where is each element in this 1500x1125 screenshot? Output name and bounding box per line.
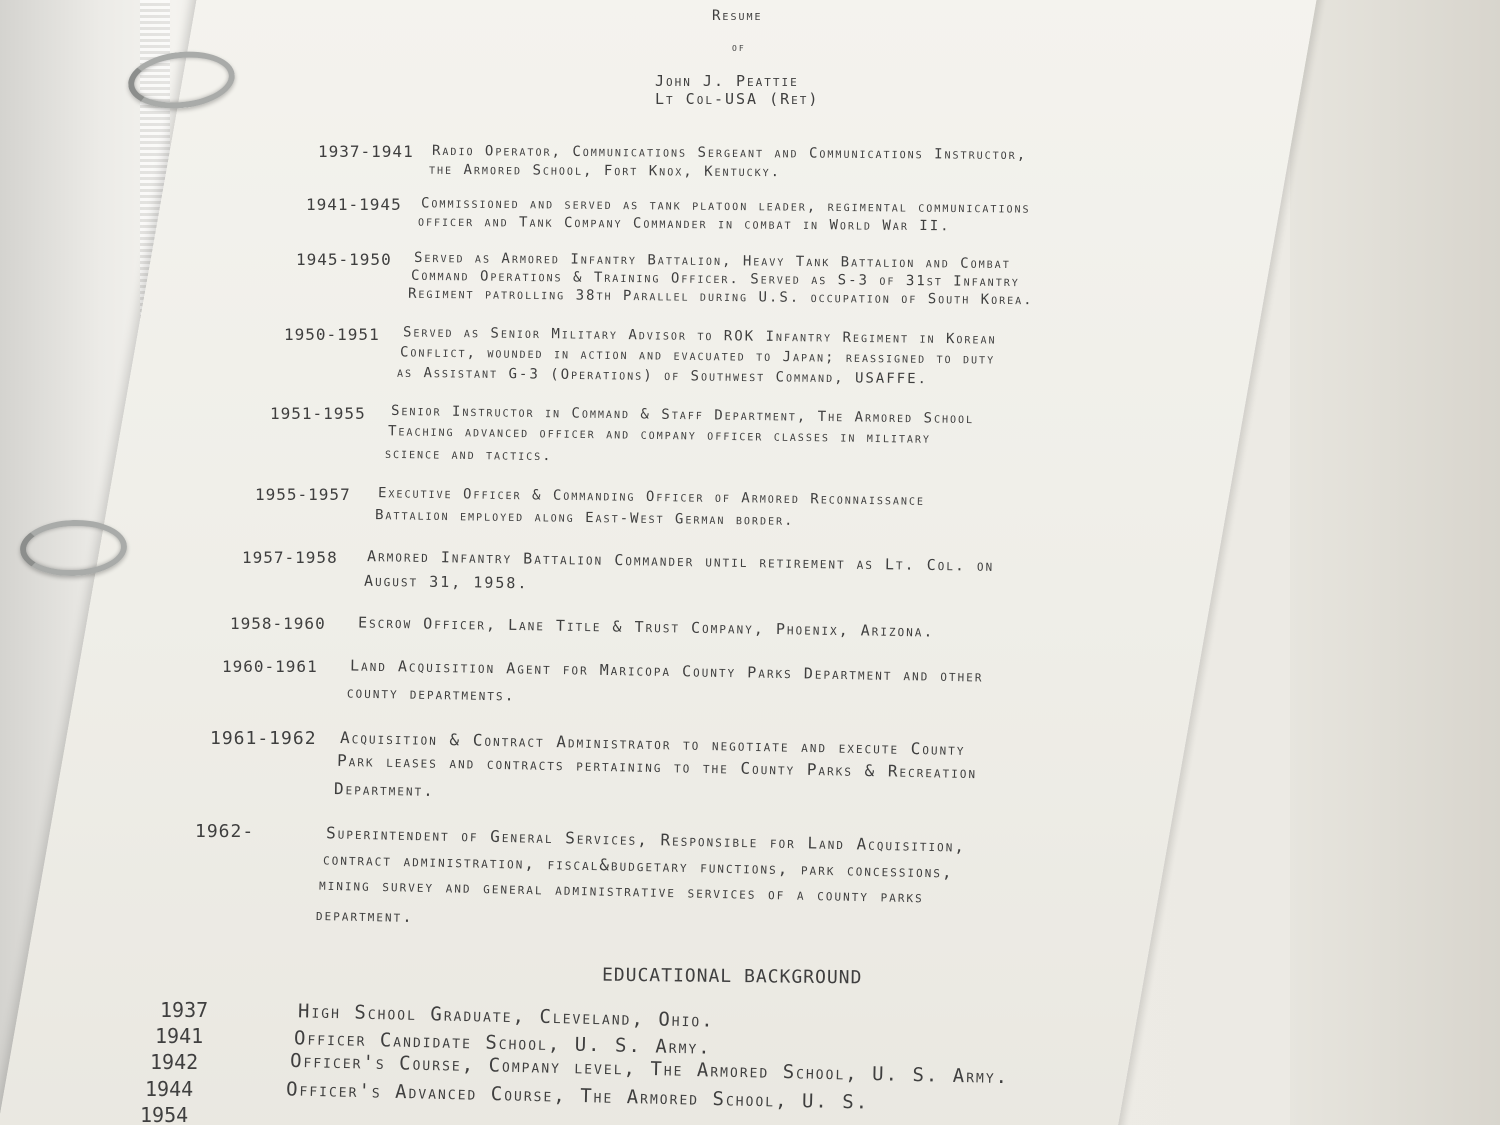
entry-line: Radio Operator, Communications Sergeant and Communications Instructor, xyxy=(431,142,1028,164)
entry-line: county departments. xyxy=(346,683,516,705)
resume-title: Resume xyxy=(712,8,763,24)
entry-line: science and tactics. xyxy=(384,445,553,465)
education-year: 1941 xyxy=(155,1024,204,1048)
entry-years: 1955-1957 xyxy=(255,485,351,504)
entry-line: the Armored School, Fort Knox, Kentucky. xyxy=(428,161,782,181)
entry-line: as Assistant G-3 (Operations) of Southwest Command, USAFFE. xyxy=(396,364,929,388)
entry-line: Acquisition & Contract Administrator to negotiate and execute County xyxy=(339,727,966,760)
entry-line: Armored Infantry Battalion Commander until retirement as Lt. Col. on xyxy=(366,547,995,575)
entry-years: 1941-1945 xyxy=(306,195,402,214)
entry-years: 1945-1950 xyxy=(296,250,392,269)
entry-line: Escrow Officer, Lane Title & Trust Company, Phoenix, Arizona. xyxy=(357,613,935,641)
entry-line: Commissioned and served as tank platoon leader, regimental communications xyxy=(420,195,1031,217)
resume-name: John J. Peattie xyxy=(655,72,799,90)
education-item: Officer Candidate School, U. S. Army. xyxy=(293,1027,712,1059)
entry-years: 1937-1941 xyxy=(318,142,414,161)
entry-line: officer and Tank Company Commander in combat in World War II. xyxy=(417,213,951,235)
entry-line: department. xyxy=(315,904,415,927)
page-shadow xyxy=(1290,0,1500,1125)
entry-years: 1960-1961 xyxy=(222,657,318,676)
entry-line: August 31, 1958. xyxy=(363,571,529,593)
entry-line: Teaching advanced officer and company officer classes in military xyxy=(387,423,932,447)
education-item: Officer's Advanced Course, The Armored School, U. S. xyxy=(285,1078,870,1114)
education-year: 1954 xyxy=(140,1103,189,1125)
entry-years: 1961-1962 xyxy=(210,728,317,749)
education-year: 1944 xyxy=(145,1077,194,1101)
entry-line: Park leases and contracts pertaining to the County Parks & Recreation xyxy=(336,750,978,783)
entry-line: Served as Armored Infantry Battalion, Heavy Tank Battalion and Combat xyxy=(413,249,1011,273)
entry-years: 1951-1955 xyxy=(270,404,366,423)
education-year: 1937 xyxy=(160,998,209,1022)
entry-years: 1958-1960 xyxy=(230,614,326,633)
entry-line: Conflict, wounded in action and evacuated to Japan; reassigned to duty xyxy=(399,344,996,368)
entry-line: Regiment patrolling 38th Parallel during U.S. occupation of South Korea. xyxy=(407,285,1034,309)
entry-line: mining survey and general administrative services of a county parks xyxy=(318,874,924,907)
entry-line: Served as Senior Military Advisor to ROK Infantry Regiment in Korean xyxy=(402,324,997,348)
resume-rank: Lt Col-USA (Ret) xyxy=(655,90,820,108)
education-year: 1942 xyxy=(150,1050,199,1074)
entry-years: 1950-1951 xyxy=(284,325,380,344)
entry-line: Department. xyxy=(333,779,436,800)
entry-years: 1962- xyxy=(195,821,255,842)
education-item: High School Graduate, Cleveland, Ohio. xyxy=(297,1000,715,1032)
resume-of: of xyxy=(732,40,746,54)
entry-years: 1957-1958 xyxy=(242,548,338,567)
entry-line: Executive Officer & Commanding Officer of Armored Reconnaissance xyxy=(377,485,926,509)
education-heading: EDUCATIONAL BACKGROUND xyxy=(601,964,863,989)
entry-line: Battalion employed along East-West German border. xyxy=(374,507,795,529)
entry-line: Senior Instructor in Command & Staff Department, The Armored School xyxy=(390,402,975,428)
entry-line: Command Operations & Training Officer. Served as S-3 of 31st Infantry xyxy=(410,267,1020,291)
entry-line: Land Acquisition Agent for Maricopa County Parks Department and other xyxy=(349,656,984,686)
entry-line: Superintendent of General Services, Responsible for Land Acquisition, xyxy=(325,823,967,856)
education-item: Officer's Course, Company level, The Armored School, U. S. Army. xyxy=(289,1049,1010,1089)
entry-line: contract administration, fiscal&budgetary functions, park concessions, xyxy=(322,849,954,882)
